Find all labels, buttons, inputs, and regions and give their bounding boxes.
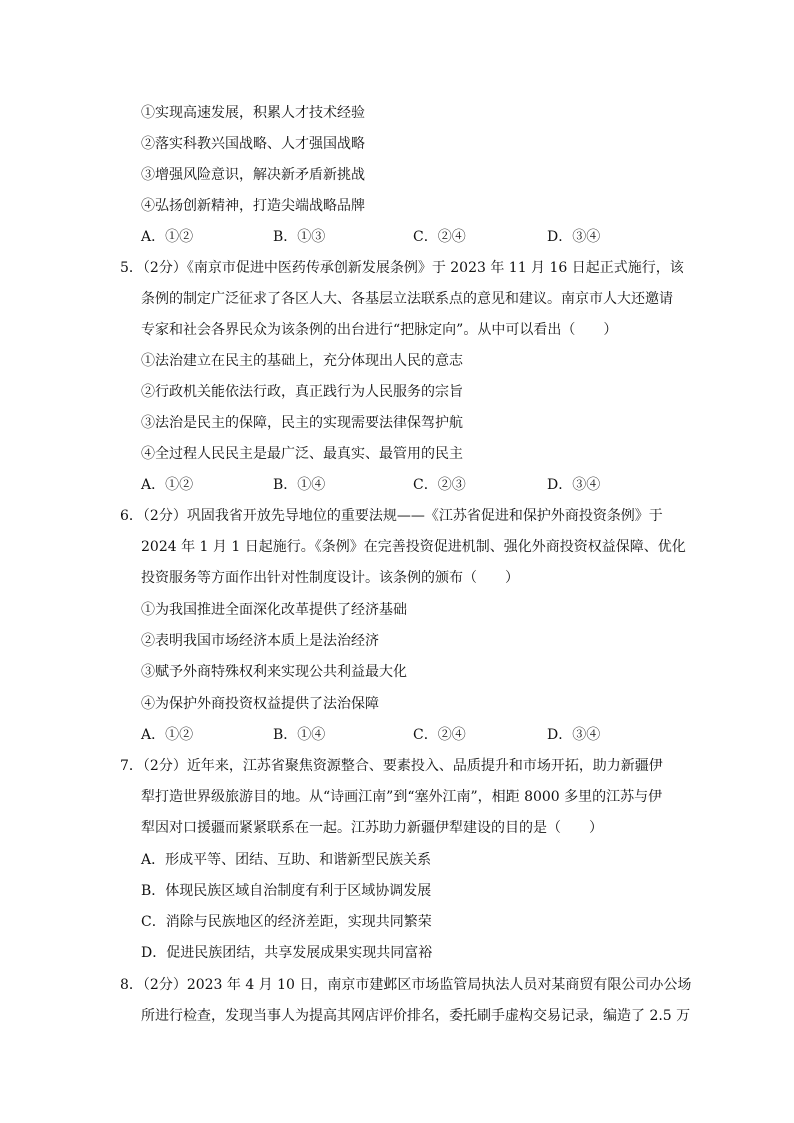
option-d: D．③④	[547, 229, 601, 245]
option-c: C．②③	[413, 477, 466, 493]
option-a: A．①②	[141, 727, 194, 743]
question-6-stem-cont: 投资服务等方面作出针对性制度设计。该条例的颁布（ ）	[141, 570, 519, 586]
statement-2: ②行政机关能依法行政，真正践行为人民服务的宗旨	[141, 384, 463, 400]
option-b: B．①③	[273, 229, 326, 245]
option-a: A．①②	[141, 229, 194, 245]
statement-3: ③法治是民主的保障，民主的实现需要法律保驾护航	[141, 415, 463, 431]
statement-4: ④弘扬创新精神，打造尖端战略品牌	[141, 198, 365, 214]
statement-2: ②落实科教兴国战略、人才强国战略	[141, 136, 365, 152]
choice-d: D．促进民族团结，共享发展成果实现共同富裕	[141, 945, 433, 961]
statement-3: ③赋予外商特殊权利来实现公共利益最大化	[141, 664, 407, 680]
option-c: C．②④	[413, 229, 466, 245]
statement-4: ④为保护外商投资权益提供了法治保障	[141, 696, 379, 712]
statement-2: ②表明我国市场经济本质上是法治经济	[141, 633, 379, 649]
question-5-stem-cont: 条例的制定广泛征求了各区人大、各基层立法联系点的意见和建议。南京市人大还邀请	[141, 291, 673, 307]
option-b: B．①④	[273, 477, 326, 493]
option-row	[141, 475, 661, 495]
question-6-stem-cont: 2024 年 1 月 1 日起施行。《条例》在完善投资促进机制、强化外商投资权益保障、优化	[141, 539, 686, 555]
question-6-stem: 6．（2分）巩固我省开放先导地位的重要法规——《江苏省促进和保护外商投资条例》于	[120, 508, 663, 524]
question-8-stem: 8．（2分）2023 年 4 月 10 日，南京市建邺区市场监管局执法人员对某商贸有限公司办公场	[120, 977, 692, 993]
statement-1: ①为我国推进全面深化改革提供了经济基础	[141, 602, 407, 618]
option-row	[141, 227, 661, 247]
option-row	[141, 725, 661, 745]
question-7-stem-cont: 犁因对口援疆而紧紧联系在一起。江苏助力新疆伊犁建设的目的是（ ）	[141, 820, 603, 836]
choice-b: B．体现民族区域自治制度有利于区域协调发展	[141, 883, 432, 899]
question-5-stem: 5．（2分）《南京市促进中医药传承创新发展条例》于 2023 年 11 月 16 日起正式施行，该	[120, 260, 684, 276]
choice-c: C．消除与民族地区的经济差距，实现共同繁荣	[141, 914, 432, 930]
option-d: D．③④	[547, 727, 601, 743]
statement-1: ①法治建立在民主的基础上，充分体现出人民的意志	[141, 353, 463, 369]
question-5-stem-cont: 专家和社会各界民众为该条例的出台进行“把脉定向”。从中可以看出（ ）	[141, 322, 618, 338]
statement-3: ③增强风险意识，解决新矛盾新挑战	[141, 167, 365, 183]
choice-a: A．形成平等、团结、互助、和谐新型民族关系	[141, 852, 432, 868]
option-b: B．①④	[273, 727, 326, 743]
question-8-stem-cont: 所进行检查，发现当事人为提高其网店评价排名，委托刷手虚构交易记录，编造了 2.5 万	[141, 1008, 691, 1024]
question-7-stem-cont: 犁打造世界级旅游目的地。从“诗画江南”到“塞外江南”，相距 8000 多里的江苏与伊	[141, 789, 663, 805]
statement-1: ①实现高速发展，积累人才技术经验	[141, 105, 365, 121]
option-a: A．①②	[141, 477, 194, 493]
option-d: D．③④	[547, 477, 601, 493]
question-7-stem: 7．（2分）近年来，江苏省聚焦资源整合、要素投入、品质提升和市场开拓，助力新疆伊	[120, 758, 663, 774]
option-c: C．②④	[413, 727, 466, 743]
statement-4: ④全过程人民民主是最广泛、最真实、最管用的民主	[141, 446, 463, 462]
